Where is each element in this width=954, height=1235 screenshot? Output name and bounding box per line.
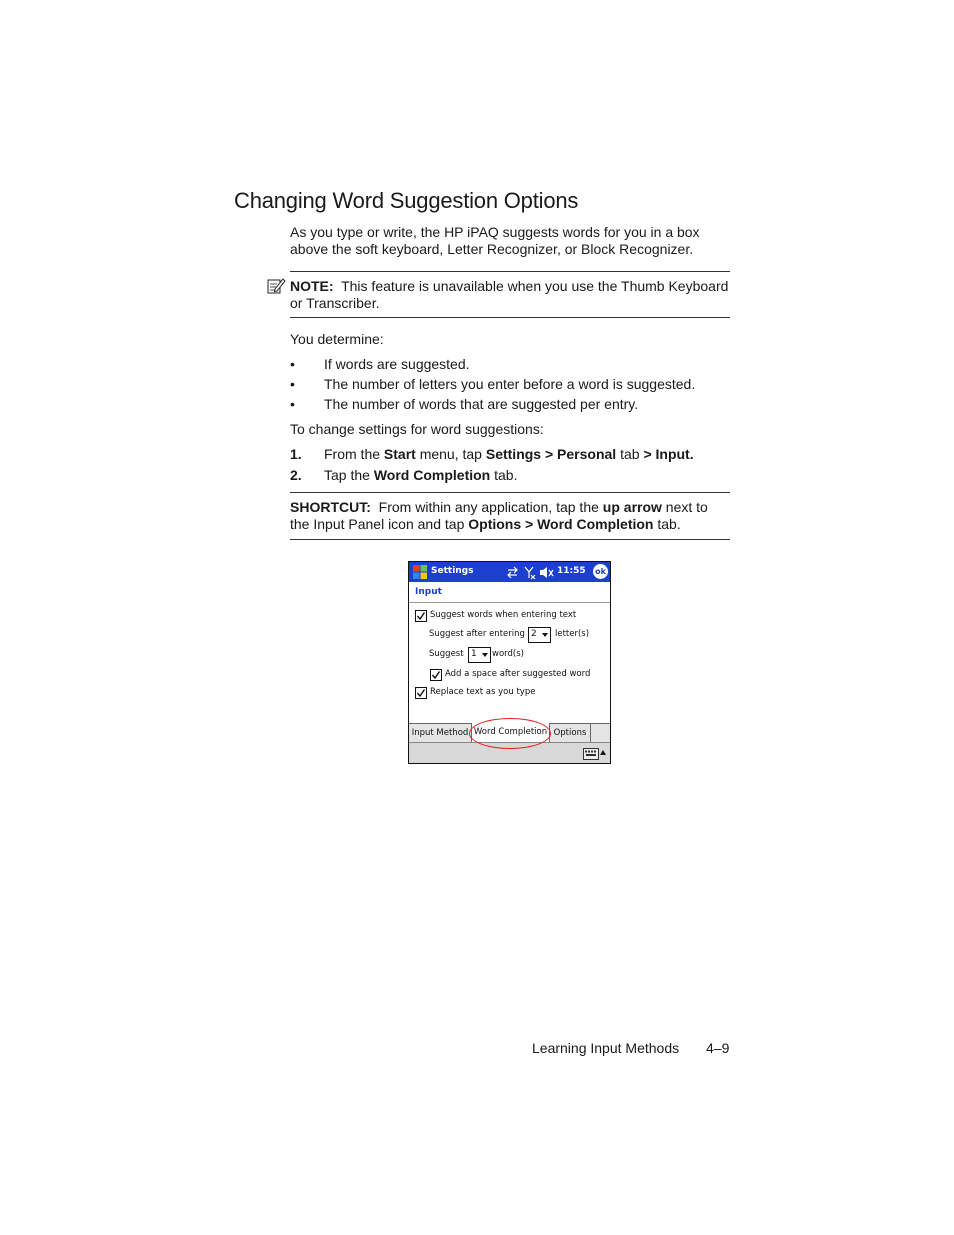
add-space-label: Add a space after suggested word <box>445 669 591 679</box>
note-top-rule <box>290 271 730 272</box>
device-divider <box>409 602 610 603</box>
step-bold: Start <box>383 446 416 462</box>
list-item: • If words are suggested. <box>290 356 730 376</box>
word-completion-highlight-circle <box>469 718 551 749</box>
letters-value: 2 <box>531 629 537 639</box>
shortcut-bold: Options > Word Completion <box>468 515 654 532</box>
chevron-down-icon <box>482 653 488 657</box>
replace-text-checkbox[interactable] <box>415 687 427 699</box>
step-text: Tap the <box>324 467 374 483</box>
note-text: This feature is unavailable when you use the Thumb Keyboard or Transcriber. <box>290 278 729 311</box>
step-text: From the <box>324 446 384 462</box>
chevron-down-icon <box>542 633 548 637</box>
check-icon <box>431 670 441 680</box>
letters-suffix: letter(s) <box>555 629 590 639</box>
step-text: tab. <box>490 467 518 483</box>
device-time: 11:55 <box>557 566 586 576</box>
check-icon <box>416 611 426 621</box>
volume-icon <box>540 567 553 578</box>
steps-list <box>290 446 730 488</box>
note-label: NOTE: <box>290 278 334 294</box>
list-item: • The number of words that are suggested per entry. <box>290 396 730 416</box>
suggest-words-label: Suggest words when entering text <box>430 610 577 620</box>
device-page-title: Input <box>415 587 442 597</box>
tab-input-method[interactable]: Input Method <box>409 724 472 742</box>
antenna-icon <box>525 567 535 579</box>
shortcut-text: tab. <box>653 515 681 532</box>
status-icons <box>505 565 605 580</box>
steps-intro: To change settings for word suggestions: <box>290 421 544 437</box>
determine-intro: You determine: <box>290 331 384 347</box>
suggest-after-label: Suggest after entering <box>429 629 525 639</box>
tab-options[interactable]: Options <box>550 724 591 742</box>
check-icon <box>416 688 426 698</box>
shortcut-label: SHORTCUT: <box>290 499 371 515</box>
step-number: 2. <box>290 467 302 483</box>
replace-text-label: Replace text as you type <box>430 687 536 697</box>
shortcut-paragraph <box>290 499 730 532</box>
suggest-label: Suggest <box>429 649 464 659</box>
footer-page-number: 4–9 <box>706 1040 730 1056</box>
device-title-bar <box>409 562 610 582</box>
step-number: 1. <box>290 446 302 462</box>
shortcut-top-rule <box>290 492 730 493</box>
words-value: 1 <box>471 649 477 659</box>
page-heading: Changing Word Suggestion Options <box>234 188 579 213</box>
step-item <box>290 467 730 488</box>
step-bold: Settings > Personal <box>485 446 617 462</box>
step-bold: Word Completion <box>373 467 491 483</box>
device-title: Settings <box>431 566 474 576</box>
suggest-words-checkbox[interactable] <box>415 610 427 622</box>
note-pencil-icon <box>266 277 286 295</box>
note-bottom-rule <box>290 317 730 318</box>
step-text: tab <box>616 446 644 462</box>
shortcut-text: next to the Input Panel icon and tap <box>290 499 708 532</box>
connectivity-icon <box>508 567 517 578</box>
tab-word-completion[interactable]: Word Completion <box>472 723 550 742</box>
keyboard-icon[interactable] <box>583 748 599 760</box>
determine-list <box>290 356 730 416</box>
intro-paragraph: As you type or write, the HP iPAQ suggests words for you in a box above the soft keyboard, Letter Recognizer, or Block Recognizer. <box>290 224 700 257</box>
words-suffix: word(s) <box>492 649 524 659</box>
ok-button[interactable]: ok <box>593 564 608 579</box>
shortcut-text: From within any application, tap the <box>378 499 603 515</box>
letters-dropdown[interactable] <box>528 627 551 643</box>
add-space-checkbox[interactable] <box>430 669 442 681</box>
shortcut-bottom-rule <box>290 539 730 540</box>
windows-flag-icon[interactable] <box>412 564 428 580</box>
step-text: menu, tap <box>415 446 486 462</box>
up-arrow-icon[interactable] <box>600 750 606 755</box>
list-item: • The number of letters you enter before a word is suggested. <box>290 376 730 396</box>
step-item <box>290 446 730 467</box>
shortcut-bold: up arrow <box>602 499 662 515</box>
step-bold: > Input. <box>643 446 694 462</box>
note-paragraph <box>290 278 730 311</box>
words-dropdown[interactable] <box>468 647 491 663</box>
footer-section-title: Learning Input Methods <box>532 1040 680 1056</box>
